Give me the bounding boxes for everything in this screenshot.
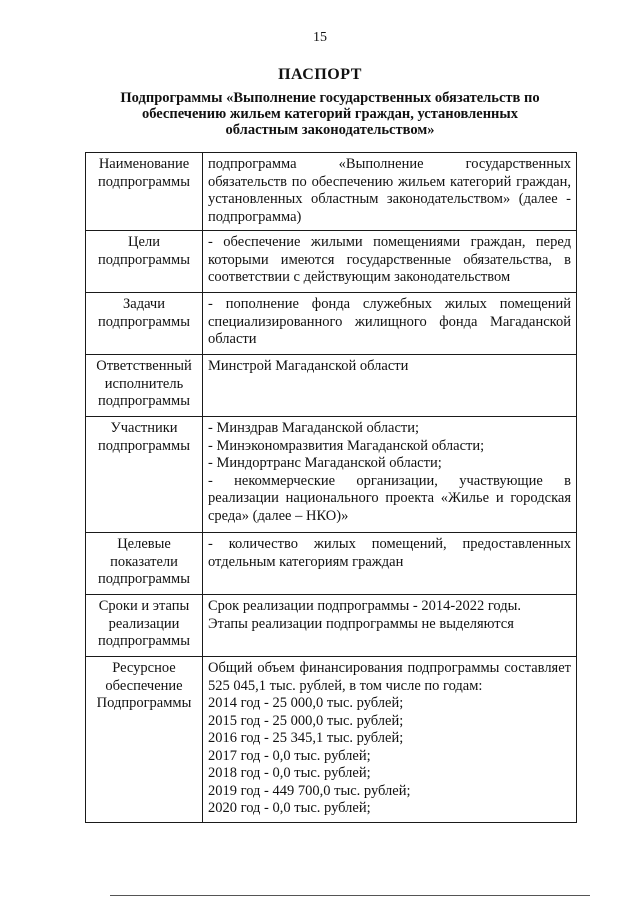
table-row: [86, 595, 577, 657]
table-row: [86, 355, 577, 417]
subtitle-line: областным законодательством»: [225, 122, 435, 138]
row-label: Цели подпрограммы: [86, 231, 203, 293]
value-line: Этапы реализации подпрограммы не выделяются: [208, 615, 514, 632]
value-line: - пополнение фонда служебных жилых помещений специализированного жилищного фонда Магаданской области: [208, 296, 571, 347]
value-line: Срок реализации подпрограммы - 2014-2022 годы.: [208, 598, 521, 614]
value-line: Минстрой Магаданской области: [208, 358, 409, 374]
row-value: [203, 657, 577, 823]
value-line: - Миндортранс Магаданской области;: [208, 455, 442, 471]
value-line: - некоммерческие организации, участвующие в реализации национального проекта «Жилье и городская среда» (далее – НКО)»: [208, 472, 571, 524]
value-line: 2015 год - 25 000,0 тыс. рублей;: [208, 712, 404, 729]
row-value: [203, 153, 577, 231]
value-line: 2018 год - 0,0 тыс. рублей;: [208, 765, 371, 781]
table-row: [86, 153, 577, 231]
row-label: Задачи подпрограммы: [86, 293, 203, 355]
row-label: Сроки и этапы реализации подпрограммы: [86, 595, 203, 657]
table-row: [86, 231, 577, 293]
row-label: Ресурсное обеспечение Подпрограммы: [86, 657, 203, 823]
value-line: - обеспечение жилыми помещениями граждан, перед которыми имеются государственные обязательства, в соответствии с действующим законодательством: [208, 234, 571, 285]
value-line: - количество жилых помещений, предоставленных отдельным категориям граждан: [208, 536, 571, 570]
row-value: [203, 355, 577, 417]
document-subtitle: [110, 90, 550, 138]
page-bottom-rule: [110, 895, 590, 896]
row-value: [203, 417, 577, 533]
row-value: [203, 533, 577, 595]
value-line: 2020 год - 0,0 тыс. рублей;: [208, 800, 371, 816]
document-title: ПАСПОРТ: [278, 66, 362, 83]
table-row: [86, 417, 577, 533]
table-row: [86, 533, 577, 595]
row-value: [203, 293, 577, 355]
row-label: Участники подпрограммы: [86, 417, 203, 533]
value-line: - Минэкономразвития Магаданской области;: [208, 437, 485, 454]
passport-table: [85, 152, 577, 823]
row-label: Целевые показатели подпрограммы: [86, 533, 203, 595]
row-label: Ответственный исполнитель подпрограммы: [86, 355, 203, 417]
subtitle-line: обеспечению жильем категорий граждан, установленных: [142, 106, 518, 122]
value-line: - Минздрав Магаданской области;: [208, 420, 420, 436]
table-row: [86, 293, 577, 355]
value-line: 2019 год - 449 700,0 тыс. рублей;: [208, 782, 411, 799]
row-value: [203, 231, 577, 293]
row-label: Наименование подпрограммы: [86, 153, 203, 231]
subtitle-line: Подпрограммы «Выполнение государственных обязательств по: [120, 90, 540, 106]
row-value: [203, 595, 577, 657]
value-line: 2014 год - 25 000,0 тыс. рублей;: [208, 695, 404, 711]
page-number: 15: [313, 30, 327, 45]
table-row: [86, 657, 577, 823]
value-line: Общий объем финансирования подпрограммы составляет 525 045,1 тыс. рублей, в том числе по годам:: [208, 660, 571, 694]
value-line: 2017 год - 0,0 тыс. рублей;: [208, 747, 371, 764]
value-line: подпрограмма «Выполнение государственных обязательств по обеспечению жильем категорий граждан, установленных областным законодательством» (далее - подпрограмма): [208, 156, 571, 225]
value-line: 2016 год - 25 345,1 тыс. рублей;: [208, 730, 404, 746]
